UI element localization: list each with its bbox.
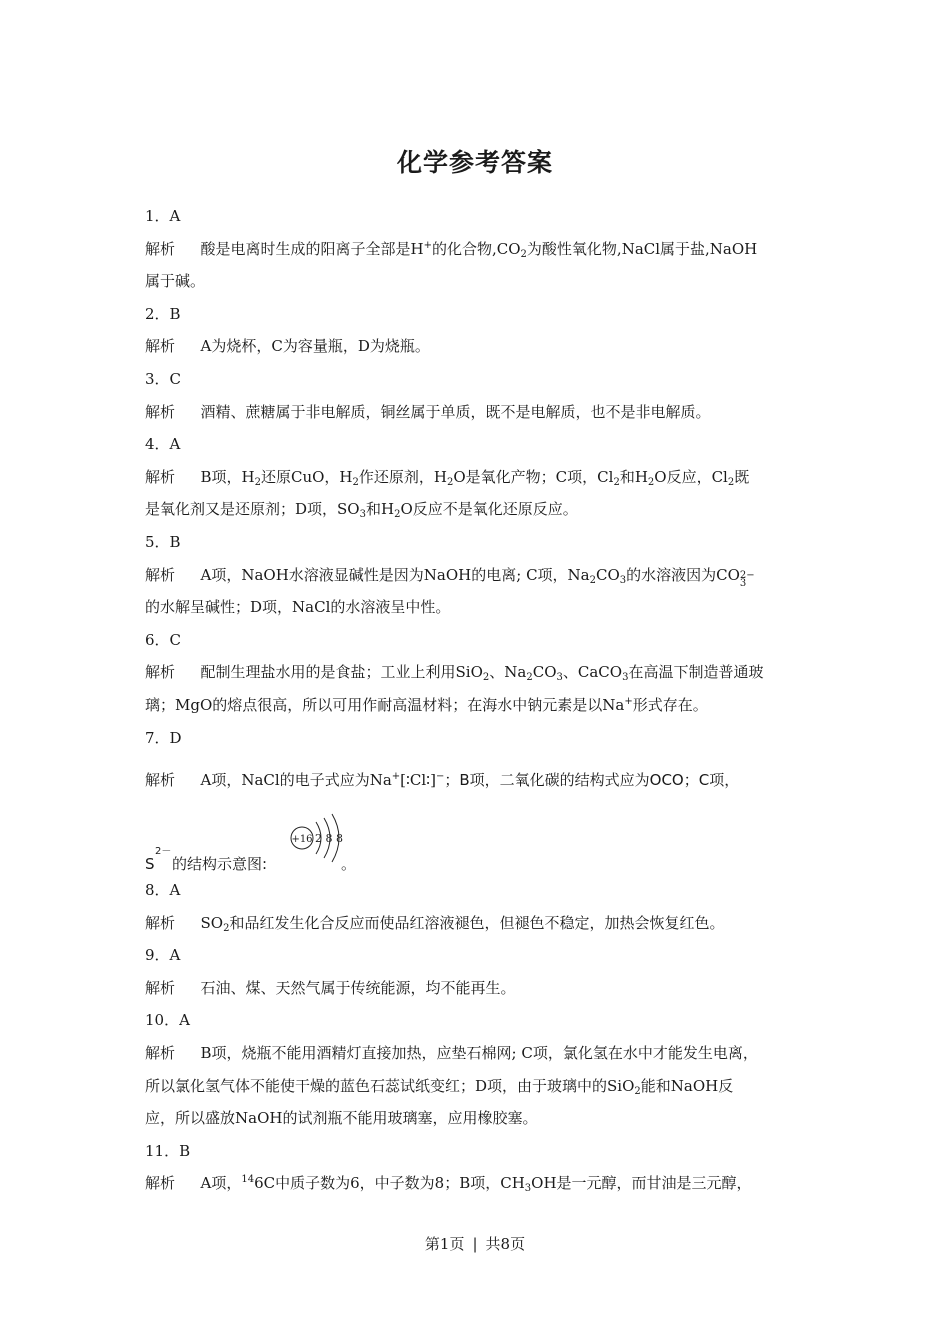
explanation-line: 解析 $SO_2$和品红发生化合反应而使品红溶液褪色，但褪色不稳定，加热会恢复红色。	[145, 913, 725, 934]
explanation-line: 是氧化剂又是还原剂；D项，$SO_3$和$H_2O$反应不是氧化还原反应。	[145, 500, 578, 521]
page-title: 化学参考答案	[396, 148, 553, 177]
explanation-line: 解析 配制生理盐水用的是食盐；工业上利用SiO$_2$、$Na_2CO_3$、CaCO$_3$在高温下制造普通玻	[145, 663, 764, 684]
explanation-line: 解析 A为烧杯，C为容量瓶，D为烧瓶。	[145, 337, 430, 356]
explanation-line: 解析 A项，NaOH水溶液显碱性是因为NaOH的电离; C项，$Na_2CO_3$的水溶液因为CO 2− 3	[145, 565, 755, 589]
answer-list	[145, 200, 810, 1200]
question-number: 4．A	[145, 435, 181, 454]
question-number: 1．A	[145, 207, 181, 225]
footer-separator: |	[472, 1235, 478, 1253]
page-footer	[0, 1233, 950, 1254]
electron-shells-label: 2 8 8	[315, 832, 343, 846]
question-number: 2．B	[145, 304, 181, 323]
explanation-line: 璃；MgO的熔点很高，所以可用作耐高温材料；在海水中钠元素是以Na+形式存在。	[145, 695, 708, 714]
nucleus-label: +16	[291, 834, 313, 846]
explanation-line: 解析 酸是电离时生成的阳离子全部是H+的化合物$,CO_2$为酸性氧化物,NaCl属于盐,NaOH	[145, 239, 758, 260]
explanation-line: 解析 B项，$H_2$还原CuO，$H_2$作还原剂，$H_2O$是氧化产物；C项，$Cl_2$和$H_2O$反应，$Cl_2$既	[145, 467, 750, 488]
question-number: 11．B	[145, 1141, 191, 1160]
structure-diagram-line: S 2－ 的结构示意图: +16 2 8 8 。	[145, 800, 810, 874]
question-number: 8．A	[145, 881, 181, 900]
question-number: 6．C	[145, 630, 182, 649]
question-number: 10．A	[145, 1011, 190, 1030]
explanation-line: 解析 A项，NaCl的电子式应为Na+[∶Cl∶]−；B项，二氧化碳的结构式应为OCO；C项，	[145, 771, 740, 790]
current-page: 第1页	[424, 1235, 465, 1253]
total-pages: 共8页	[485, 1235, 526, 1253]
explanation-line: 属于碱。	[145, 272, 206, 291]
explanation-line: 的水解呈碱性；D项，NaCl的水溶液呈中性。	[145, 598, 451, 617]
explanation-line: 应，所以盛放NaOH的试剂瓶不能用玻璃塞，应用橡胶塞。	[145, 1109, 538, 1128]
explanation-line: 所以氯化氢气体不能使干燥的蓝色石蕊试纸变红；D项，由于玻璃中的SiO$_2$能和NaOH反	[145, 1076, 734, 1097]
question-number: 9．A	[145, 946, 181, 965]
question-number: 5．B	[145, 532, 181, 551]
explanation-line: 解析 B项，烧瓶不能用酒精灯直接加热，应垫石棉网; C项，氯化氢在水中才能发生电离，	[145, 1044, 758, 1063]
explanation-line: 解析 石油、煤、天然气属于传统能源，均不能再生。	[145, 978, 516, 997]
explanation-line: 解析 A项，$^{14}$6C中质子数为6，中子数为8；B项，$CH_3OH$是一元醇，而甘油是三元醇，	[145, 1174, 752, 1195]
question-number: 7．D	[145, 728, 182, 747]
question-number: 3．C	[145, 369, 182, 388]
explanation-line: 解析 酒精、蔗糖属于非电解质，铜丝属于单质，既不是电解质，也不是非电解质。	[145, 402, 711, 421]
